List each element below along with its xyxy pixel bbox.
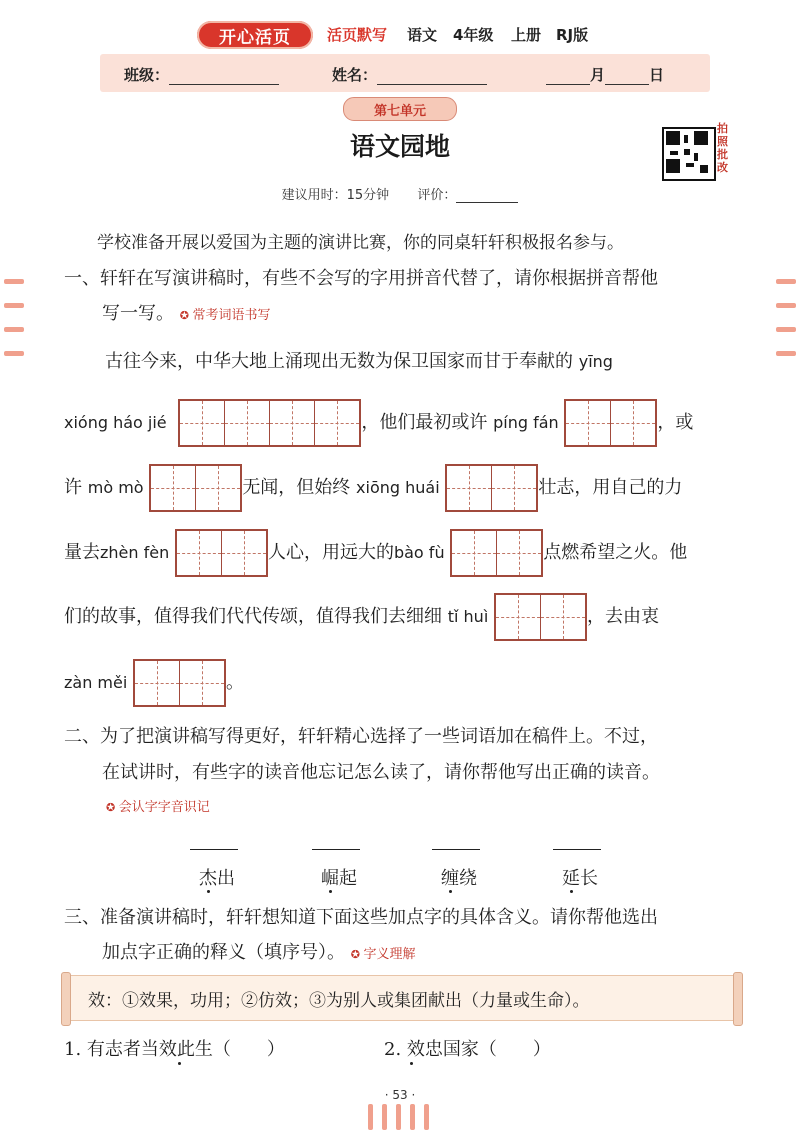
side-decoration bbox=[776, 303, 796, 308]
intro-text: 学校准备开展以爱国为主题的演讲比赛，你的同桌轩轩积极报名参与。 bbox=[97, 233, 624, 253]
answer-grid-pingfan[interactable] bbox=[564, 399, 657, 447]
date-field[interactable] bbox=[546, 64, 664, 85]
emphasis-dot bbox=[570, 890, 573, 893]
emphasis-dot bbox=[410, 1062, 413, 1065]
passage-line-2: xióng háo jié ，他们最初或许 píng fán ，或 bbox=[64, 399, 693, 447]
side-decoration bbox=[4, 279, 24, 284]
side-decoration bbox=[776, 351, 796, 356]
side-decoration bbox=[776, 327, 796, 332]
scroll-cap-right bbox=[733, 972, 743, 1026]
side-decoration bbox=[4, 351, 24, 356]
emphasis-dot bbox=[207, 890, 210, 893]
passage-line-6: zàn měi 。 bbox=[64, 659, 244, 707]
q3-heading-cont: 加点字正确的释义（填序号）。 ✪ 字义理解 bbox=[102, 938, 415, 964]
answer-grid-zhenfen[interactable] bbox=[175, 529, 268, 577]
emphasis-dot bbox=[449, 890, 452, 893]
page-number: · 53 · bbox=[384, 1088, 416, 1102]
word-jueqi: 崛起 bbox=[321, 868, 357, 889]
scroll-cap-left bbox=[61, 972, 71, 1026]
bottom-decoration bbox=[410, 1104, 415, 1130]
answer-grid-momo[interactable] bbox=[149, 464, 242, 512]
word-chanrao: 缠绕 bbox=[441, 868, 477, 889]
q1-heading: 一、轩轩在写演讲稿时，有些不会写的字用拼音代替了，请你根据拼音帮他 bbox=[64, 268, 658, 289]
q3-tag: ✪ 字义理解 bbox=[351, 947, 416, 962]
brand-logo: 开心活页 bbox=[197, 21, 313, 49]
bottom-decoration bbox=[368, 1104, 373, 1130]
q2-heading-cont: 在试讲时，有些字的读音他忘记怎么读了，请你帮他写出正确的读音。 bbox=[102, 762, 660, 783]
passage-line-1: 古往今来，中华大地上涌现出无数为保卫国家而甘于奉献的 yīng bbox=[105, 351, 613, 372]
class-field[interactable] bbox=[124, 64, 279, 85]
bottom-decoration bbox=[424, 1104, 429, 1130]
volume-label: 上册 bbox=[511, 26, 542, 44]
passage-line-4: 量去zhèn fèn 人心，用远大的bào fù 点燃希望之火。他 bbox=[64, 529, 687, 577]
answer-line-jueqi[interactable] bbox=[312, 849, 360, 850]
emphasis-dot bbox=[178, 1062, 181, 1065]
answer-line-chanrao[interactable] bbox=[432, 849, 480, 850]
q1-tag: ✪ 常考词语书写 bbox=[180, 308, 271, 323]
qr-code-icon[interactable] bbox=[662, 127, 716, 181]
qr-caption: 拍 照 批 改 bbox=[717, 122, 728, 174]
answer-grid-baofu[interactable] bbox=[450, 529, 543, 577]
unit-badge: 第七单元 bbox=[343, 97, 457, 121]
page-title: 语文园地 bbox=[349, 132, 450, 161]
answer-line-yanchang[interactable] bbox=[553, 849, 601, 850]
bottom-decoration bbox=[396, 1104, 401, 1130]
word-jiechu: 杰出 bbox=[199, 868, 235, 889]
word-yanchang: 延长 bbox=[562, 868, 598, 889]
name-label: 姓名： bbox=[332, 66, 378, 84]
bottom-decoration bbox=[382, 1104, 387, 1130]
definition-text: 效：①效果，功用；②仿效；③为别人或集团献出（力量或生命）。 bbox=[88, 991, 590, 1011]
passage-line-3: 许 mò mò 无闻，但始终 xiōng huái 壮志，用自己的力 bbox=[64, 464, 682, 512]
time-rating-line bbox=[0, 184, 800, 203]
grade-label: 4年级 bbox=[453, 26, 494, 44]
rating-label: 评价： bbox=[417, 188, 457, 203]
answer-grid-yingxionghaojie[interactable] bbox=[178, 399, 361, 447]
answer-grid-xionghuai[interactable] bbox=[445, 464, 538, 512]
month-label: 月 bbox=[590, 66, 606, 84]
edition-label: RJ版 bbox=[556, 26, 589, 44]
q3-heading: 三、准备演讲稿时，轩轩想知道下面这些加点字的具体含义。请你帮他选出 bbox=[64, 907, 658, 928]
side-decoration bbox=[4, 327, 24, 332]
q2-heading: 二、为了把演讲稿写得更好，轩轩精心选择了一些词语加在稿件上。不过， bbox=[64, 726, 658, 747]
name-field[interactable] bbox=[332, 64, 487, 85]
answer-line-jiechu[interactable] bbox=[190, 849, 238, 850]
answer-grid-zanmei[interactable] bbox=[133, 659, 226, 707]
passage-line-5: 们的故事，值得我们代代传颂，值得我们去细细 tǐ huì ，去由衷 bbox=[64, 593, 659, 641]
side-decoration bbox=[776, 279, 796, 284]
q1-heading-cont: 写一写。 ✪ 常考词语书写 bbox=[102, 299, 270, 325]
subject-label: 语文 bbox=[407, 26, 438, 44]
emphasis-dot bbox=[329, 890, 332, 893]
q2-tag: ✪ 会认字字音识记 bbox=[106, 796, 210, 815]
q3-item-2[interactable]: 2. 效忠国家（ ） bbox=[384, 1039, 551, 1060]
suggested-time: 建议用时：15分钟 bbox=[281, 188, 390, 203]
side-decoration bbox=[4, 303, 24, 308]
answer-grid-tihui[interactable] bbox=[494, 593, 587, 641]
day-label: 日 bbox=[649, 66, 665, 84]
series-label: 活页默写 bbox=[327, 26, 388, 44]
q3-item-1[interactable]: 1. 有志者当效此生（ ） bbox=[64, 1039, 285, 1060]
class-label: 班级： bbox=[124, 66, 170, 84]
